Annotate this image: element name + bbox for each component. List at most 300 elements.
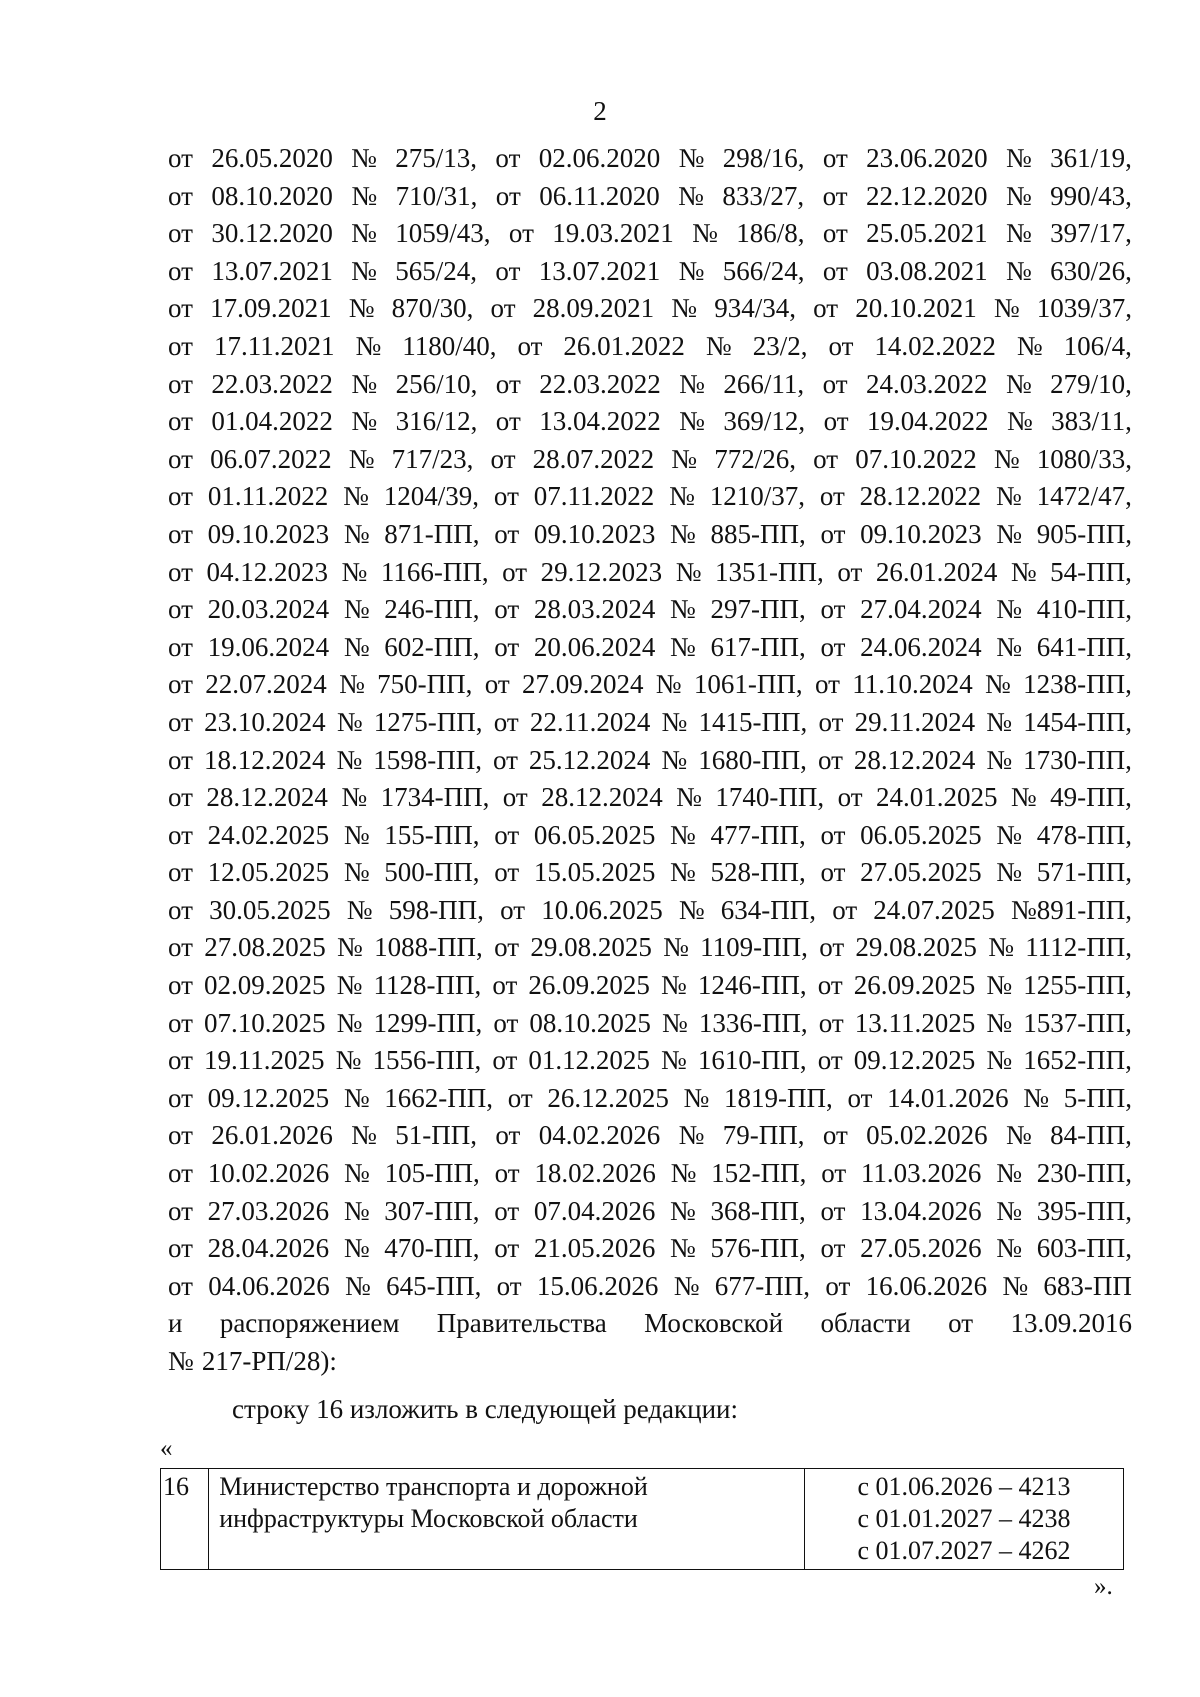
reference-word: 645-ПП, xyxy=(386,1270,482,1301)
reference-word: 1415-ПП, xyxy=(698,706,808,737)
reference-line xyxy=(168,1042,1132,1080)
reference-word: № xyxy=(339,669,365,700)
reference-word: 12.05.2025 xyxy=(207,857,330,888)
reference-word: от xyxy=(822,180,848,211)
reference-word: № xyxy=(1006,255,1032,286)
reference-word: 22.03.2022 xyxy=(211,368,333,399)
closing-quote-mark: ». xyxy=(1094,1573,1113,1600)
reference-word: 24.03.2022 xyxy=(865,368,988,399)
reference-word: 630/26, xyxy=(1050,255,1132,286)
reference-word: 03.08.2021 xyxy=(866,255,988,286)
reference-word: № xyxy=(351,143,377,173)
reference-word: от xyxy=(168,857,193,888)
reference-line xyxy=(168,666,1132,704)
reference-word: от xyxy=(822,218,848,249)
reference-word: № xyxy=(655,669,682,700)
reference-word: 1454-ПП, xyxy=(1023,706,1132,737)
reference-word: 07.11.2022 xyxy=(533,481,655,512)
reference-word: от xyxy=(490,293,516,324)
reference-word: 28.04.2026 xyxy=(207,1233,330,1264)
reference-word: от xyxy=(494,594,520,625)
reference-word: 23/2, xyxy=(752,330,808,361)
reference-word: 26.01.2024 xyxy=(875,556,998,587)
reference-word: № xyxy=(1005,1120,1032,1151)
reference-word: № xyxy=(671,293,698,324)
reference-word: от xyxy=(822,143,848,173)
reference-word: от xyxy=(821,1158,847,1189)
reference-word: от xyxy=(168,180,193,211)
reference-word: от xyxy=(819,481,845,512)
reference-word: 18.02.2026 xyxy=(534,1158,656,1189)
reference-word: № xyxy=(351,368,378,399)
reference-word: 1598-ПП, xyxy=(373,744,482,775)
reference-word: от xyxy=(494,857,520,888)
reference-word: от xyxy=(500,894,526,925)
reference-line xyxy=(168,403,1132,441)
reference-word: 08.10.2020 xyxy=(211,180,333,211)
reference-word: № xyxy=(335,1045,362,1076)
reference-word: 576-ПП, xyxy=(710,1233,806,1264)
amended-row-table xyxy=(160,1468,1124,1570)
reference-word: 1740-ПП, xyxy=(715,782,825,813)
reference-line xyxy=(168,1117,1132,1155)
reference-word: 19.11.2025 xyxy=(204,1045,325,1076)
reference-word: 410-ПП, xyxy=(1036,594,1132,625)
reference-word: 27.05.2026 xyxy=(860,1233,982,1264)
reference-word: от xyxy=(837,556,863,587)
reference-word: 1204/39, xyxy=(383,481,480,512)
row-number-cell: 16 xyxy=(161,1469,209,1570)
reference-word: № xyxy=(345,1270,371,1301)
reference-line xyxy=(168,140,1132,178)
reference-word: 22.07.2024 xyxy=(205,669,327,700)
reference-line xyxy=(168,178,1132,216)
reference-word: 617-ПП, xyxy=(710,631,806,662)
reference-word: 23.06.2020 xyxy=(866,143,988,173)
reference-word: от xyxy=(168,669,193,700)
reference-line xyxy=(168,1268,1132,1306)
reference-word: 26.01.2026 xyxy=(211,1120,333,1151)
reference-word: № xyxy=(670,631,696,662)
reference-word: 871-ПП, xyxy=(384,518,480,549)
reference-word: от xyxy=(832,894,858,925)
reference-word: 566/24, xyxy=(722,255,805,286)
reference-word: от xyxy=(814,669,840,700)
reference-word: 217-РП/28): xyxy=(201,1346,337,1376)
reference-word: 1662-ПП, xyxy=(384,1082,494,1113)
reference-word: 1246-ПП, xyxy=(697,970,807,1001)
reference-word: 27.03.2026 xyxy=(207,1195,330,1226)
reference-word: 528-ПП, xyxy=(710,857,806,888)
reference-word: 01.12.2025 xyxy=(528,1045,650,1076)
reference-word: от xyxy=(494,1158,520,1189)
reference-word: 1275-ПП, xyxy=(373,706,483,737)
reference-word: № xyxy=(986,706,1013,737)
reference-word: от xyxy=(168,1270,193,1301)
reference-word: 09.10.2023 xyxy=(533,518,656,549)
reference-word: 246-ПП, xyxy=(384,594,480,625)
reference-word: № xyxy=(1006,218,1032,249)
reference-word: от xyxy=(822,368,848,399)
reference-word: от xyxy=(825,1270,851,1301)
reference-word: 1080/33, xyxy=(1036,443,1132,474)
reference-word: 24.06.2024 xyxy=(860,631,982,662)
reference-line xyxy=(168,478,1132,516)
reference-word: Московской xyxy=(644,1308,784,1339)
reference-word: № xyxy=(1005,368,1032,399)
reference-line xyxy=(168,742,1132,780)
reference-word: 13.04.2026 xyxy=(860,1195,982,1226)
reference-word: № xyxy=(168,1346,194,1376)
reference-word: 28.12.2024 xyxy=(541,782,663,813)
reference-word: № xyxy=(661,706,688,737)
reference-word: 29.11.2024 xyxy=(854,706,976,737)
reference-word: от xyxy=(168,1158,193,1189)
reference-word: 500-ПП, xyxy=(384,857,480,888)
reference-word: № xyxy=(670,594,696,625)
reference-word: 06.05.2025 xyxy=(860,819,982,850)
reference-line xyxy=(168,1080,1132,1118)
reference-word: 06.11.2020 xyxy=(539,180,660,211)
reference-word: 13.07.2021 xyxy=(211,255,333,286)
reference-word: № xyxy=(993,443,1020,474)
reference-word: от xyxy=(819,932,845,963)
reference-word: № xyxy=(678,894,705,925)
reference-word: 710/31, xyxy=(395,180,478,211)
reference-word: от xyxy=(168,1120,193,1151)
reference-list xyxy=(168,140,1132,1381)
reference-word: 1061-ПП, xyxy=(693,669,803,700)
reference-word: 28.07.2022 xyxy=(532,443,655,474)
reference-word: от xyxy=(484,669,510,700)
reference-word: от xyxy=(494,518,520,549)
reference-word: № xyxy=(670,1195,696,1226)
reference-word: № xyxy=(348,293,375,324)
reference-word: 28.12.2024 xyxy=(206,782,328,813)
reference-word: 23.10.2024 xyxy=(204,706,326,737)
reference-word: 24.02.2025 xyxy=(207,819,330,850)
reference-word: № xyxy=(670,857,696,888)
reference-word: № xyxy=(341,782,368,813)
reference-word: 04.12.2023 xyxy=(206,556,328,587)
reference-word: от xyxy=(168,556,193,587)
reference-word: 1819-ПП, xyxy=(724,1082,833,1113)
reference-word: 19.03.2021 xyxy=(552,218,674,249)
reference-word: № xyxy=(988,932,1014,963)
table-row xyxy=(161,1469,1124,1570)
reference-word: 79-ПП, xyxy=(722,1120,805,1151)
organization-cell xyxy=(209,1469,805,1570)
reference-word: 13.11.2025 xyxy=(854,1007,976,1038)
reference-word: от xyxy=(820,631,846,662)
reference-word: 634-ПП, xyxy=(720,894,817,925)
reference-word: № xyxy=(986,1007,1013,1038)
reference-word: 1210/37, xyxy=(709,481,805,512)
reference-word: 10.02.2026 xyxy=(207,1158,330,1189)
reference-word: 750-ПП, xyxy=(377,669,473,700)
reference-word: 383/11, xyxy=(1051,406,1132,437)
reference-word: № xyxy=(675,556,702,587)
reference-word: 26.09.2025 xyxy=(528,970,650,1001)
reference-word: № xyxy=(351,218,377,249)
reference-word: 397/17, xyxy=(1050,218,1132,249)
reference-word: 1680-ПП, xyxy=(698,744,807,775)
reference-word: от xyxy=(168,819,193,850)
reference-word: от xyxy=(168,1233,193,1264)
reference-word: 186/8, xyxy=(736,218,805,249)
reference-word: 04.06.2026 xyxy=(208,1270,330,1301)
reference-word: 04.02.2026 xyxy=(538,1120,661,1151)
reference-word: 571-ПП, xyxy=(1036,857,1132,888)
reference-word: от xyxy=(822,1120,848,1151)
reference-word: 152-ПП, xyxy=(711,1158,807,1189)
reference-word: № xyxy=(996,1195,1023,1226)
reference-word: 1351-ПП, xyxy=(715,556,824,587)
reference-word: от xyxy=(168,706,193,737)
reference-word: 20.06.2024 xyxy=(533,631,656,662)
reference-word: 1112-ПП, xyxy=(1025,932,1132,963)
reference-word: № xyxy=(336,706,363,737)
reference-word: № xyxy=(351,180,378,211)
reference-word: 27.08.2025 xyxy=(204,932,326,963)
reference-word: № xyxy=(683,1082,710,1113)
reference-word: от xyxy=(492,970,518,1001)
reference-word: 09.12.2025 xyxy=(207,1082,330,1113)
reference-word: от xyxy=(490,443,516,474)
reference-line xyxy=(168,215,1132,253)
reference-word: 1610-ПП, xyxy=(697,1045,807,1076)
reference-word: № xyxy=(678,1120,705,1151)
reference-word: распоряжением xyxy=(219,1308,400,1339)
reference-word: № xyxy=(996,1158,1022,1189)
reference-word: 29.12.2023 xyxy=(540,556,663,587)
reference-line xyxy=(168,779,1132,817)
reference-word: 1472/47, xyxy=(1036,481,1132,512)
reference-word: 1109-ПП, xyxy=(700,932,808,963)
reference-word: от xyxy=(493,1007,519,1038)
reference-word: 565/24, xyxy=(395,255,478,286)
reference-word: № xyxy=(343,819,370,850)
reference-word: от xyxy=(493,706,519,737)
reference-word: 10.06.2025 xyxy=(541,894,663,925)
reference-word: от xyxy=(847,1082,873,1113)
reference-word: 13.07.2021 xyxy=(538,255,661,286)
reference-word: № xyxy=(343,518,370,549)
reference-word: от xyxy=(817,744,843,775)
reference-word: № xyxy=(660,1045,687,1076)
reference-word: от xyxy=(502,782,528,813)
reference-word: 155-ПП, xyxy=(384,819,480,850)
reference-word: № xyxy=(996,1233,1023,1264)
reference-word: от xyxy=(495,368,521,399)
reference-word: от xyxy=(168,218,193,249)
reference-word: 1166-ПП, xyxy=(380,556,489,587)
reference-word: 1180/40, xyxy=(402,330,497,361)
reference-word: 1734-ПП, xyxy=(380,782,490,813)
reference-word: от xyxy=(495,143,521,173)
reference-word: от xyxy=(168,594,193,625)
reference-word: от xyxy=(822,255,848,286)
organization-line: Министерство транспорта и дорожной xyxy=(219,1472,648,1501)
reference-word: 266/11, xyxy=(723,368,805,399)
reference-word: 934/34, xyxy=(714,293,796,324)
reference-word: № xyxy=(1005,180,1032,211)
reference-word: 22.11.2024 xyxy=(529,706,651,737)
reference-word: от xyxy=(494,631,520,662)
reference-word: № xyxy=(355,330,382,361)
reference-word: 1652-ПП, xyxy=(1023,1045,1132,1076)
reference-line xyxy=(168,366,1132,404)
reference-word: от xyxy=(168,1195,193,1226)
reference-word: от xyxy=(493,481,519,512)
reference-word: № xyxy=(678,255,705,286)
reference-word: 297-ПП, xyxy=(710,594,806,625)
reference-word: от xyxy=(168,894,193,925)
reference-line xyxy=(168,629,1132,667)
reference-word: 11.10.2024 xyxy=(852,669,973,700)
reference-word: от xyxy=(837,782,863,813)
reference-word: 256/10, xyxy=(395,368,478,399)
reference-word: от xyxy=(817,970,843,1001)
reference-word: № xyxy=(996,857,1023,888)
reference-word: 01.11.2022 xyxy=(207,481,329,512)
reference-word: 26.12.2025 xyxy=(547,1082,669,1113)
reference-word: № xyxy=(348,443,375,474)
reference-word: от xyxy=(492,1045,518,1076)
reference-word: № xyxy=(996,594,1023,625)
reference-word: 275/13, xyxy=(395,143,478,173)
reference-line xyxy=(168,554,1132,592)
reference-word: 28.12.2024 xyxy=(853,744,976,775)
reference-word: 1255-ПП, xyxy=(1023,970,1132,1001)
reference-word: 478-ПП, xyxy=(1036,819,1132,850)
reference-word: № xyxy=(996,518,1023,549)
reference-line xyxy=(168,253,1132,291)
organization-line: инфраструктуры Московской области xyxy=(219,1504,638,1533)
reference-line xyxy=(168,929,1132,967)
reference-word: 54-ПП, xyxy=(1050,556,1132,587)
reference-word: № xyxy=(985,669,1011,700)
reference-word: от xyxy=(813,443,839,474)
reference-word: 603-ПП, xyxy=(1036,1233,1132,1264)
reference-word: 15.05.2025 xyxy=(533,857,656,888)
reference-word: 17.11.2021 xyxy=(213,330,335,361)
reference-word: № xyxy=(336,744,363,775)
reference-word: 30.12.2020 xyxy=(211,218,333,249)
reference-word: 1039/37, xyxy=(1036,293,1132,324)
reference-word: от xyxy=(495,255,521,286)
reference-word: № xyxy=(986,1045,1013,1076)
reference-word: от xyxy=(168,443,193,474)
reference-word: от xyxy=(168,255,193,286)
reference-word: 05.02.2026 xyxy=(866,1120,988,1151)
reference-word: от xyxy=(494,819,520,850)
reference-line xyxy=(168,1193,1132,1231)
reference-word: 51-ПП, xyxy=(395,1120,478,1151)
reference-word: 368-ПП, xyxy=(710,1195,806,1226)
reference-word: 14.01.2026 xyxy=(887,1082,1009,1113)
reference-word: № xyxy=(670,1233,696,1264)
reference-word: 15.06.2026 xyxy=(536,1270,659,1301)
reference-word: 27.09.2024 xyxy=(521,669,644,700)
reference-word: области xyxy=(820,1308,911,1339)
reference-word: 28.03.2024 xyxy=(533,594,656,625)
reference-word: 29.08.2025 xyxy=(855,932,977,963)
reference-word: № xyxy=(663,932,689,963)
reference-word: 13.04.2022 xyxy=(539,406,661,437)
reference-word: № xyxy=(336,970,363,1001)
reference-word: 26.09.2025 xyxy=(853,970,976,1001)
reference-word: от xyxy=(820,819,846,850)
reference-line xyxy=(168,892,1132,930)
reference-word: 316/12, xyxy=(395,406,478,437)
reference-word: 22.12.2020 xyxy=(866,180,988,211)
reference-word: и xyxy=(168,1308,183,1339)
date-value: с 01.07.2027 – 4262 xyxy=(857,1536,1071,1565)
reference-word: 29.08.2025 xyxy=(530,932,652,963)
reference-word: 477-ПП, xyxy=(710,819,806,850)
reference-word: 1730-ПП, xyxy=(1023,744,1132,775)
reference-word: № xyxy=(343,857,370,888)
reference-word: 1537-ПП, xyxy=(1023,1007,1132,1038)
reference-word: 07.10.2022 xyxy=(855,443,977,474)
reference-word: № xyxy=(343,1233,370,1264)
reference-line xyxy=(168,516,1132,554)
reference-word: № xyxy=(705,330,732,361)
opening-quote-mark: « xyxy=(160,1435,173,1462)
reference-word: 28.12.2022 xyxy=(859,481,982,512)
reference-word: 307-ПП, xyxy=(384,1195,480,1226)
reference-word: 990/43, xyxy=(1050,180,1132,211)
reference-word: от xyxy=(820,518,846,549)
reference-word: 09.10.2023 xyxy=(207,518,330,549)
reference-word: 5-ПП, xyxy=(1063,1082,1132,1113)
reference-line xyxy=(168,1005,1132,1043)
reference-word: 22.03.2022 xyxy=(539,368,661,399)
reference-word: 1128-ПП, xyxy=(373,970,482,1001)
reference-word: 105-ПП, xyxy=(384,1158,480,1189)
reference-word: № xyxy=(661,1007,688,1038)
reference-word: от xyxy=(502,556,528,587)
reference-word: от xyxy=(507,1082,533,1113)
reference-word: от xyxy=(168,1045,193,1076)
reference-word: от xyxy=(168,330,193,361)
reference-word: 13.09.2016 xyxy=(1010,1308,1132,1339)
reference-word: 07.04.2026 xyxy=(533,1195,656,1226)
reference-word: № xyxy=(996,481,1022,512)
reference-word: Правительства xyxy=(436,1308,607,1339)
reference-word: 1238-ПП, xyxy=(1023,669,1132,700)
reference-word: 02.09.2025 xyxy=(204,970,326,1001)
reference-word: № xyxy=(678,143,705,173)
reference-word: 25.05.2021 xyxy=(866,218,988,249)
reference-word: № xyxy=(670,819,696,850)
reference-word: № xyxy=(343,1195,370,1226)
reference-word: № xyxy=(337,932,363,963)
reference-word: от xyxy=(168,782,193,813)
reference-word: от xyxy=(495,1120,521,1151)
reference-word: от xyxy=(818,1007,844,1038)
reference-word: 18.12.2024 xyxy=(203,744,326,775)
reference-word: № xyxy=(343,481,369,512)
reference-word: 28.09.2021 xyxy=(532,293,655,324)
reference-word: 905-ПП, xyxy=(1036,518,1132,549)
reference-word: 06.07.2022 xyxy=(210,443,332,474)
reference-word: 11.03.2026 xyxy=(860,1158,982,1189)
reference-word: от xyxy=(820,1195,846,1226)
reference-word: 717/23, xyxy=(391,443,474,474)
reference-word: 24.07.2025 xyxy=(873,894,995,925)
